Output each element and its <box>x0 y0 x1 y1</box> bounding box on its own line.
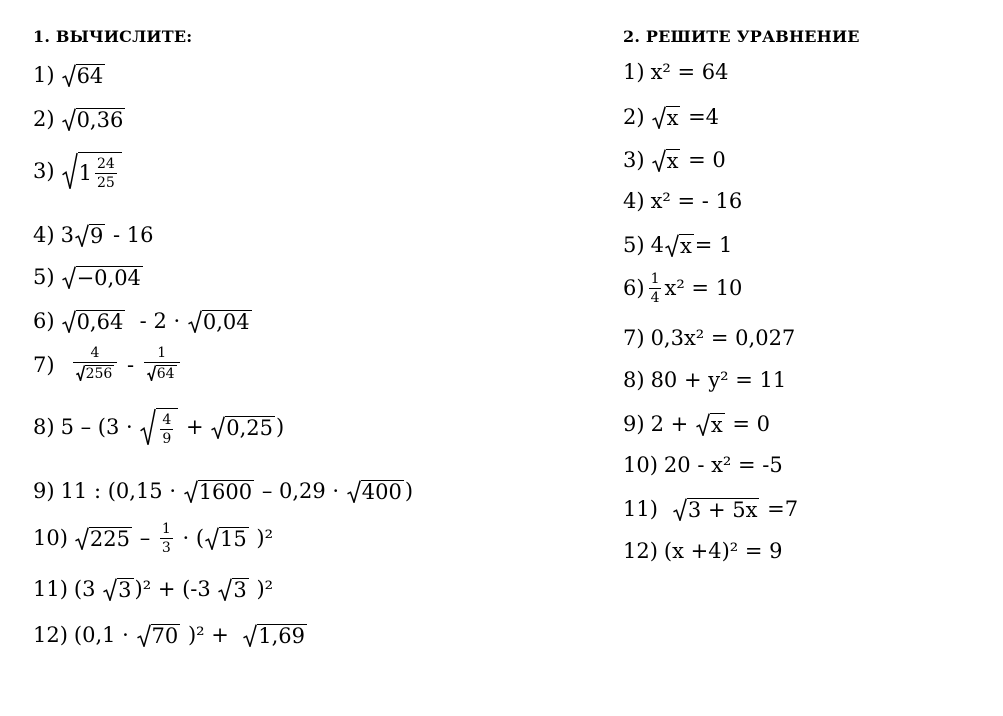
numerator: 1 <box>157 345 167 361</box>
sqrt <box>184 480 254 503</box>
right-heading: 2. РЕШИТЕ УРАВНЕНИЕ <box>623 27 860 46</box>
sqrt <box>652 149 681 172</box>
left-heading: 1. ВЫЧИСЛИТЕ: <box>33 27 193 46</box>
item-number: 6) <box>33 309 55 333</box>
expr-text: – <box>133 526 157 550</box>
expr-text: – 0,29 · <box>255 479 346 503</box>
sqrt <box>75 527 132 550</box>
numerator: 4 <box>162 412 172 428</box>
task-right-7 <box>623 328 795 349</box>
radicand: x <box>679 234 692 258</box>
numerator: 1 <box>161 521 171 537</box>
equation: =4 <box>681 105 720 129</box>
equation: = 1 <box>694 233 733 257</box>
sqrt <box>103 578 133 601</box>
equation: x² = - 16 <box>650 189 743 213</box>
sqrt <box>62 310 126 333</box>
sqrt <box>652 106 681 129</box>
item-number: 1) <box>33 63 55 87</box>
item-number: 7) <box>33 352 55 377</box>
task-right-10 <box>623 455 783 476</box>
radicand: 0,36 <box>76 108 124 132</box>
fraction <box>649 272 662 305</box>
equation: =7 <box>760 497 799 521</box>
sqrt <box>147 365 177 381</box>
item-number: 2) <box>33 107 55 131</box>
item-number: 11) <box>623 497 658 521</box>
denominator: 9 <box>162 431 172 447</box>
task-right-4 <box>623 191 742 212</box>
item-number: 4) <box>623 189 645 213</box>
equation: 0,3x² = 0,027 <box>650 326 796 350</box>
radicand: 256 <box>85 366 113 382</box>
radicand: 64 <box>76 64 104 88</box>
expr-text: 11 : (0,15 · <box>60 479 183 503</box>
fraction <box>95 157 117 190</box>
equation: x² = 10 <box>664 276 743 300</box>
denominator <box>144 362 180 384</box>
radicand: 3 <box>233 578 247 602</box>
task-right-9 <box>623 413 770 436</box>
fraction <box>73 346 118 384</box>
item-number: 6) <box>623 276 645 300</box>
coefficient: 3 <box>60 223 74 247</box>
sqrt <box>62 64 106 87</box>
radicand: x <box>666 149 679 173</box>
item-number: 2) <box>623 105 645 129</box>
item-number: 7) <box>623 326 645 350</box>
item-number: 11) <box>33 577 68 601</box>
task-left-1 <box>33 64 106 87</box>
task-left-10 <box>33 522 273 555</box>
sqrt <box>205 527 249 550</box>
task-left-8 <box>33 408 284 446</box>
sqrt <box>62 266 143 289</box>
expr-text: - 2 · <box>126 309 187 333</box>
fraction <box>144 346 180 384</box>
radicand: 1600 <box>198 480 253 504</box>
sqrt <box>62 108 126 131</box>
radicand: 0,25 <box>226 415 273 440</box>
task-right-5 <box>623 234 732 257</box>
radicand: 0,04 <box>202 310 250 334</box>
item-number: 10) <box>33 526 68 550</box>
item-number: 1) <box>623 60 645 84</box>
task-right-3 <box>623 149 726 172</box>
radicand: 3 + 5x <box>687 498 758 522</box>
radicand: 225 <box>89 527 131 551</box>
denominator <box>73 362 118 384</box>
item-number: 9) <box>623 412 645 436</box>
task-right-12 <box>623 541 783 562</box>
sqrt <box>140 408 178 446</box>
item-number: 4) <box>33 223 55 247</box>
task-right-6 <box>623 272 742 305</box>
fraction <box>160 413 173 446</box>
sqrt <box>211 416 275 439</box>
task-left-9 <box>33 480 413 503</box>
expr-text: (0,1 · <box>73 623 136 647</box>
radicand: 15 <box>220 527 247 551</box>
radicand: 3 <box>118 578 132 602</box>
item-number: 3) <box>623 148 645 172</box>
task-right-8 <box>623 370 786 391</box>
sqrt <box>137 624 181 647</box>
task-left-12 <box>33 624 308 647</box>
sqrt <box>673 498 760 521</box>
expr-text: )² <box>249 577 274 601</box>
sqrt <box>62 152 122 190</box>
radicand: 64 <box>156 366 175 382</box>
item-number: 8) <box>33 414 55 439</box>
radicand: 9 <box>89 224 104 248</box>
expr-text: + <box>179 414 211 439</box>
expr-text: )² + <box>181 623 243 647</box>
task-left-2 <box>33 108 126 131</box>
expr-text: ) <box>276 414 285 439</box>
equation: = 0 <box>725 412 771 436</box>
expr-text: ) <box>404 479 414 503</box>
sqrt <box>188 310 252 333</box>
sqrt <box>696 413 725 436</box>
expr-text: - 16 <box>106 223 154 247</box>
radicand: −0,04 <box>76 266 141 290</box>
equation: x² = 64 <box>650 60 729 84</box>
sqrt <box>76 365 115 381</box>
denominator: 4 <box>650 290 660 306</box>
numerator: 4 <box>90 345 100 361</box>
task-left-3 <box>33 152 123 190</box>
sqrt <box>665 234 694 257</box>
task-right-2 <box>623 106 719 129</box>
numerator: 1 <box>650 271 660 287</box>
expr-text: )² <box>249 526 274 550</box>
item-number: 3) <box>33 158 55 183</box>
radicand: 1,69 <box>258 624 305 648</box>
item-number: 12) <box>623 539 658 563</box>
item-number: 8) <box>623 368 645 392</box>
sqrt <box>75 224 105 247</box>
coefficient: 4 <box>650 233 664 257</box>
item-number: 12) <box>33 623 68 647</box>
radicand: 70 <box>151 624 179 648</box>
item-number: 9) <box>33 479 55 503</box>
task-left-6 <box>33 310 253 333</box>
mixed-whole: 1 <box>78 161 92 185</box>
equation: 2 + <box>650 412 695 436</box>
radicand: 0,64 <box>76 310 124 334</box>
task-right-11 <box>623 498 798 521</box>
expr-text: - <box>120 352 141 377</box>
equation: 80 + y² = 11 <box>650 368 787 392</box>
denominator: 25 <box>96 175 115 191</box>
task-left-7 <box>33 346 183 384</box>
denominator: 3 <box>161 540 171 556</box>
item-number: 5) <box>623 233 645 257</box>
task-right-1 <box>623 62 729 83</box>
radicand: x <box>710 413 723 437</box>
sqrt <box>347 480 404 503</box>
equation: (x +4)² = 9 <box>663 539 783 563</box>
fraction <box>160 522 173 555</box>
sqrt <box>243 624 307 647</box>
equation: 20 - x² = -5 <box>663 453 783 477</box>
equation: = 0 <box>681 148 726 172</box>
expr-text: 5 – (3 · <box>60 414 140 439</box>
item-number: 5) <box>33 265 55 289</box>
expr-text: · ( <box>175 526 205 550</box>
expr-text: )² + (-3 <box>134 577 218 601</box>
expr-text: (3 <box>73 577 103 601</box>
task-left-5 <box>33 266 144 289</box>
sqrt <box>218 578 248 601</box>
numerator: 24 <box>96 156 115 172</box>
task-left-11 <box>33 578 273 601</box>
radicand: x <box>666 106 679 130</box>
item-number: 10) <box>623 453 658 477</box>
radicand: 400 <box>361 480 402 504</box>
task-left-4 <box>33 224 153 247</box>
